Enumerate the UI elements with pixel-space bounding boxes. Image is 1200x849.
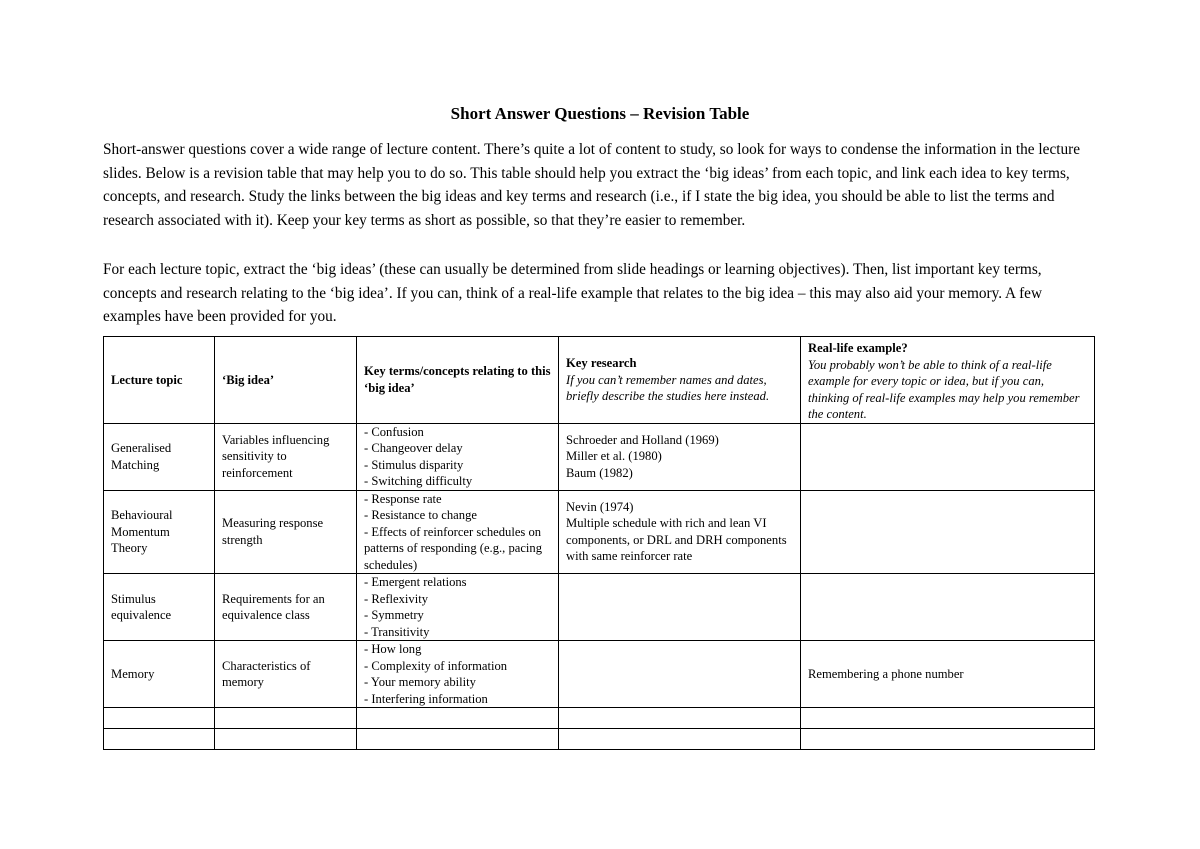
cell-research [559,641,801,708]
term-item: - Interfering information [364,691,488,706]
real-life-heading: Real-life example? [808,341,908,355]
empty-cell [801,708,1095,729]
research-item: Schroeder and Holland (1969) [566,432,719,447]
cell-research [559,423,801,490]
empty-cell [559,708,801,729]
key-research-note: If you can’t remember names and dates, briefly describe the studies here instead. [566,372,770,403]
table-row [104,574,1095,641]
header-big-idea: ‘Big idea’ [215,337,357,424]
header-key-research [559,337,801,424]
term-item: - Switching difficulty [364,474,473,488]
table-row [104,490,1095,574]
header-lecture-topic: Lecture topic [104,337,215,424]
term-item: - Response rate [364,491,442,506]
research-item: Baum (1982) [566,465,633,480]
empty-table-row [104,708,1095,729]
cell-topic: Stimulus equivalence [104,574,215,641]
term-item: - How long [364,642,422,656]
cell-example [801,574,1095,641]
revision-table [103,336,1095,750]
cell-research [559,574,801,641]
cell-terms [357,641,559,708]
cell-terms [357,423,559,490]
empty-table-row [104,729,1095,750]
intro-paragraph: Short-answer questions cover a wide range of lecture content. There’s quite a lot of content to study, so look for ways to condense the information in the lecture slides. Below is a revision table that may help you to do so. This table should help you extract the ‘big ideas’ from each topic, and link each idea to key terms, concepts, and research. Study the links between the big ideas and key terms and research (i.e., if I state the big idea, you should be able to list the terms and research associated with it). Keep your key terms as short as possible, so that they’re easier to remember. [103,141,1081,229]
empty-cell [215,729,357,750]
cell-example [801,490,1095,574]
term-item: - Transitivity [364,624,430,639]
cell-idea: Characteristics of memory [215,641,357,708]
empty-cell [104,729,215,750]
term-item: - Your memory ability [364,675,476,689]
term-item: - Complexity of information [364,658,508,673]
page-title: Short Answer Questions – Revision Table [450,104,750,123]
cell-terms [357,574,559,641]
empty-cell [357,729,559,750]
header-real-life-example [801,337,1095,424]
cell-topic: Behavioural Momentum Theory [104,490,215,574]
cell-research [559,490,801,574]
real-life-note: You probably won’t be able to think of a real-life example for every topic or idea, but if you can, thinking of real-life examples may help you remember the content. [808,357,1080,421]
table-header-row [104,337,1095,424]
research-item: Nevin (1974) [566,499,634,514]
term-item: - Resistance to change [364,508,477,522]
cell-example [801,423,1095,490]
term-item: - Effects of reinforcer schedules on patterns of responding (e.g., pacing schedules) [364,524,543,572]
key-research-heading: Key research [566,356,637,370]
term-item: - Stimulus disparity [364,457,464,472]
cell-topic: Memory [104,641,215,708]
empty-cell [215,708,357,729]
term-item: - Symmetry [364,608,424,622]
term-item: - Changeover delay [364,441,463,455]
term-item: - Reflexivity [364,591,429,606]
term-item: - Confusion [364,424,424,439]
cell-terms [357,490,559,574]
cell-idea: Requirements for an equivalence class [215,574,357,641]
empty-cell [104,708,215,729]
empty-cell [357,708,559,729]
cell-idea: Measuring response strength [215,490,357,574]
empty-cell [801,729,1095,750]
empty-cell [559,729,801,750]
cell-idea: Variables influencing sensitivity to reinforcement [215,423,357,490]
table-row [104,641,1095,708]
term-item: - Emergent relations [364,575,467,589]
cell-topic: Generalised Matching [104,423,215,490]
cell-example: Remembering a phone number [801,641,1095,708]
table-row [104,423,1095,490]
header-key-terms: Key terms/concepts relating to this ‘big idea’ [357,337,559,424]
research-item: Miller et al. (1980) [566,449,662,464]
research-item: Multiple schedule with rich and lean VI components, or DRL and DRH components with same reinforcer rate [566,516,787,564]
instructions-paragraph: For each lecture topic, extract the ‘big ideas’ (these can usually be determined from slide headings or learning objectives). Then, list important key terms, concepts and research relating to the ‘big idea’. If you can, think of a real-life example that relates to the big idea – this may also aid your memory. A few examples have been provided for you. [103,261,1043,325]
